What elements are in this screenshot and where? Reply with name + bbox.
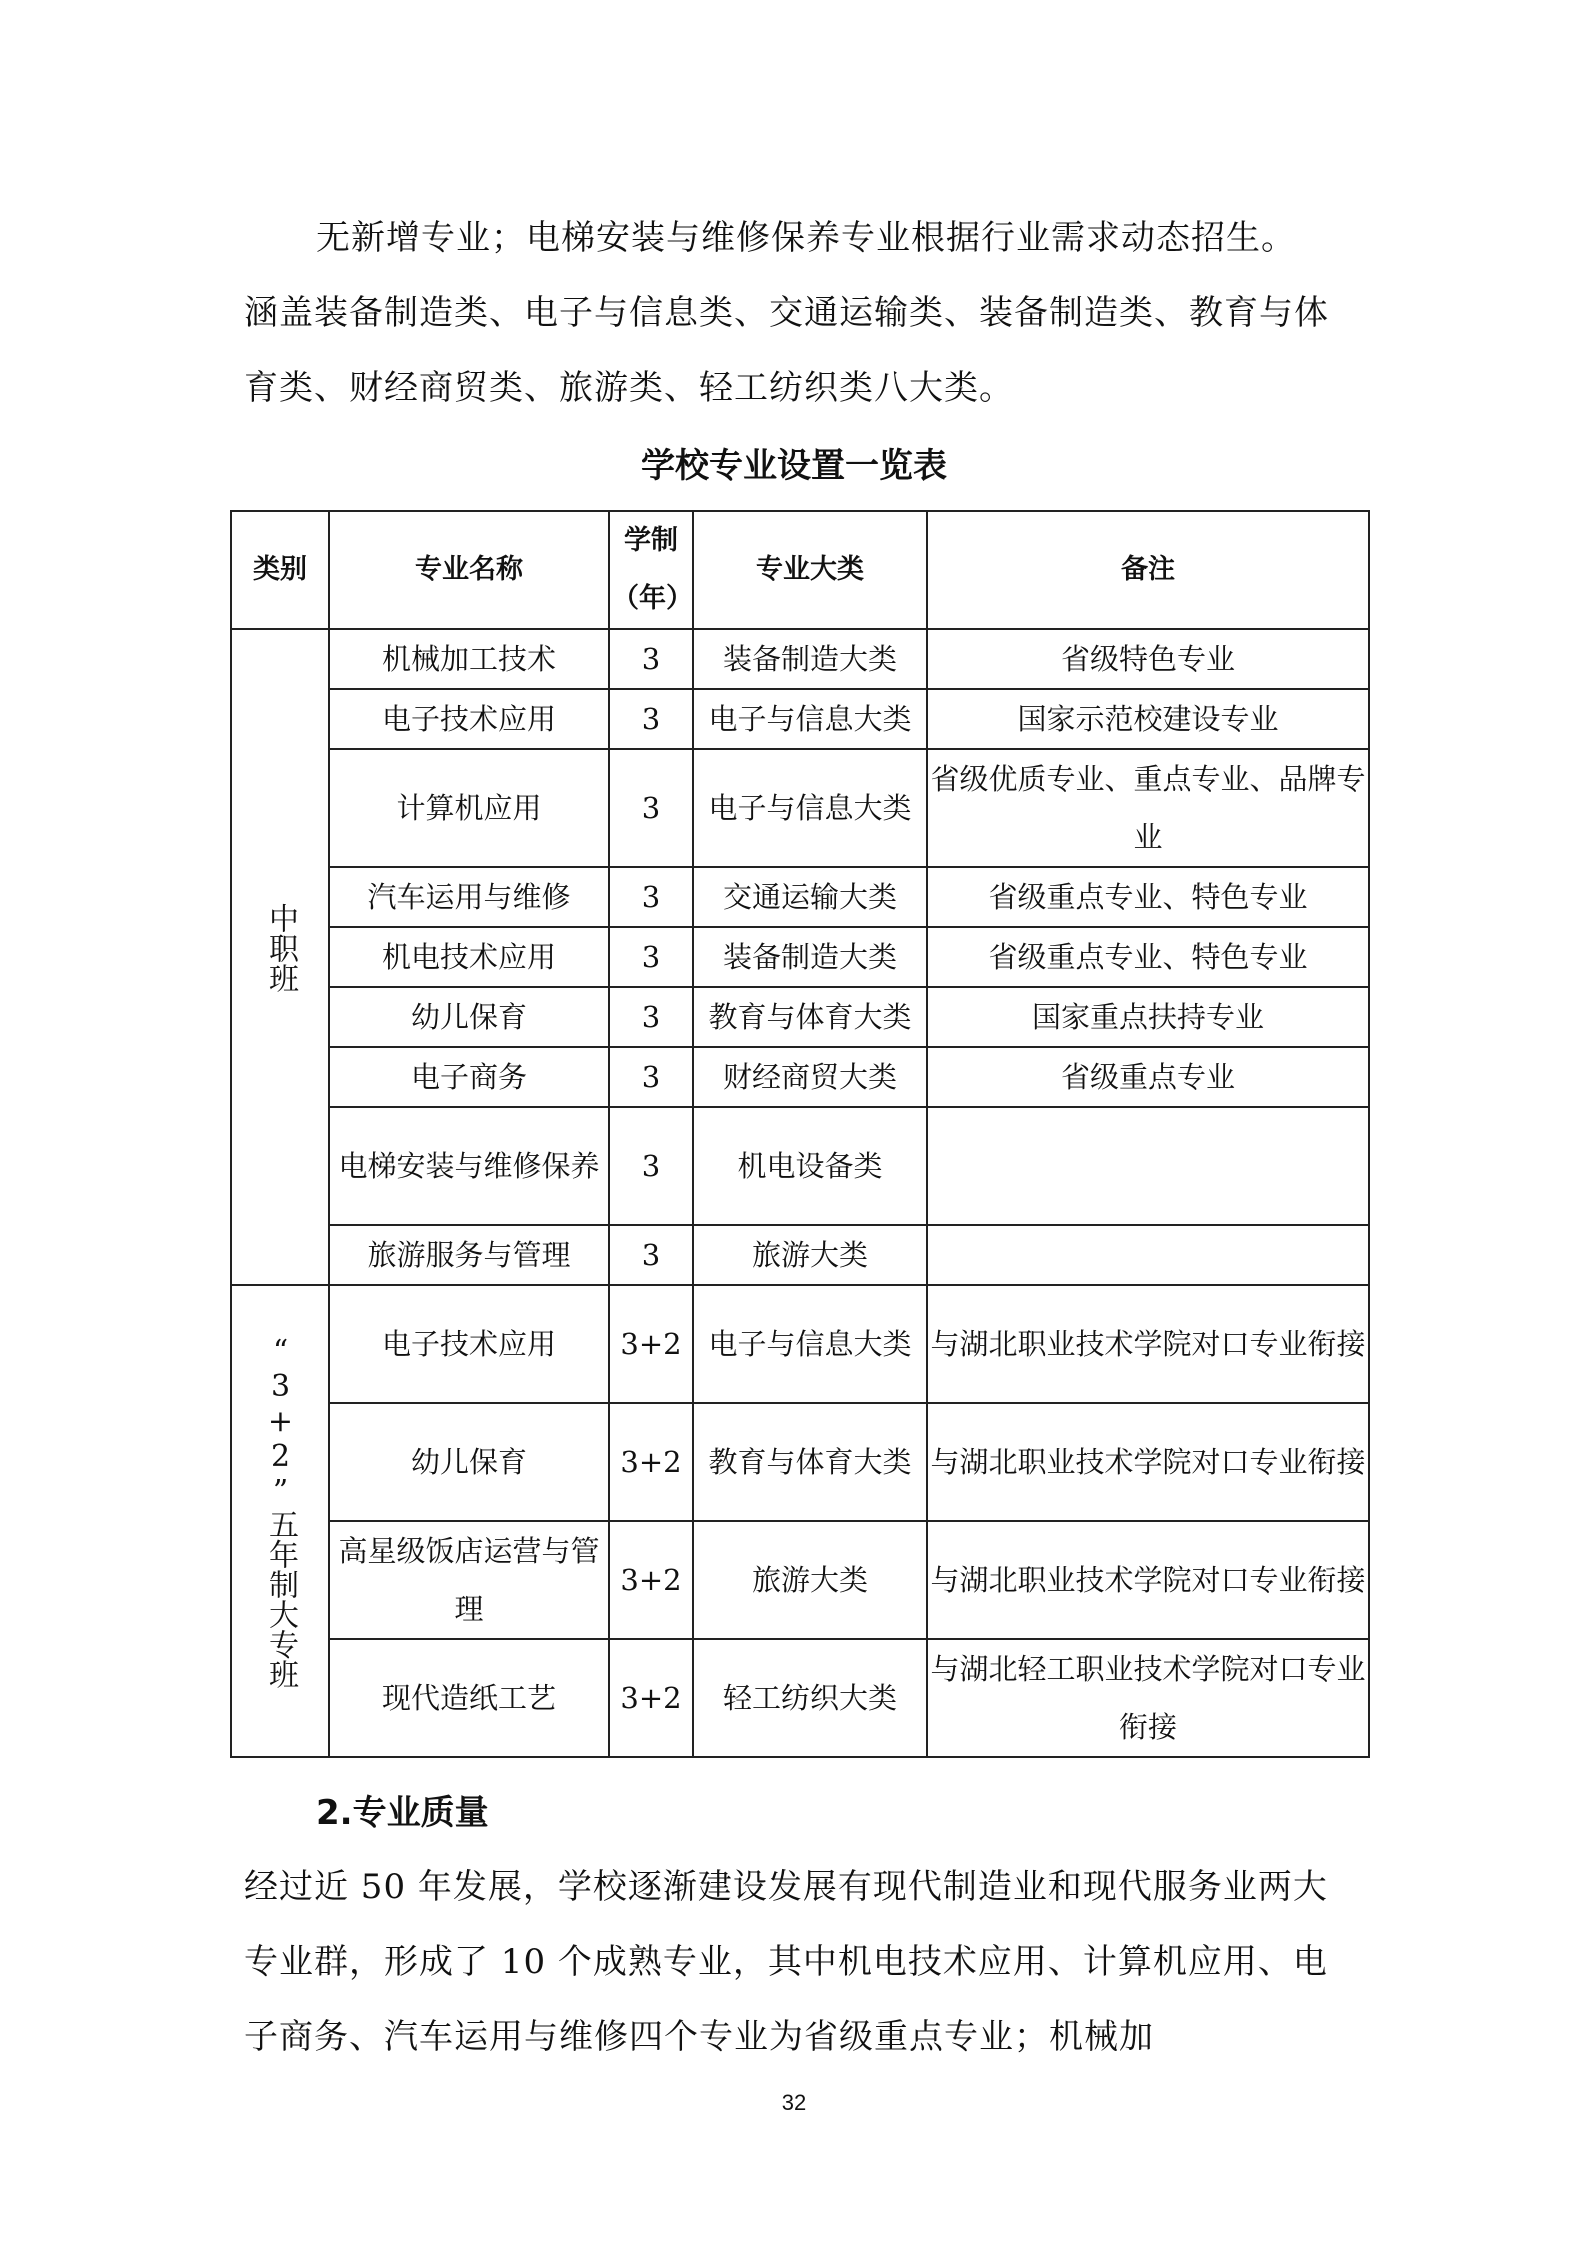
- header-remark: 备注: [927, 511, 1369, 629]
- cell-years: 3+2: [609, 1521, 693, 1639]
- cell-name: 计算机应用: [329, 749, 609, 867]
- cell-years: 3+2: [609, 1403, 693, 1521]
- cell-group: 旅游大类: [693, 1225, 927, 1285]
- cell-years: 3+2: [609, 1285, 693, 1403]
- major-table: [230, 510, 1370, 1758]
- cell-name: 电子技术应用: [329, 689, 609, 749]
- cell-remark: 省级重点专业、特色专业: [927, 927, 1369, 987]
- paragraph-text: 经过近 50 年发展，学校逐渐建设发展有现代制造业和现代服务业两大专业群，形成了 10 个成熟专业，其中机电技术应用、计算机应用、电子商务、汽车运用与维修四个专业为省级重点专业；机械加: [244, 1867, 1328, 2057]
- table-row: [231, 1521, 1369, 1639]
- table-row: [231, 1285, 1369, 1403]
- cell-name: 机械加工技术: [329, 629, 609, 689]
- table-header-row: [231, 511, 1369, 629]
- category-label: 中职班: [263, 902, 298, 993]
- table-row: [231, 927, 1369, 987]
- cell-name: 现代造纸工艺: [329, 1639, 609, 1757]
- cell-name: 机电技术应用: [329, 927, 609, 987]
- cell-group: 机电设备类: [693, 1107, 927, 1225]
- category-label: “3+2”五年制大专班: [263, 1334, 298, 1689]
- cell-years: 3: [609, 1225, 693, 1285]
- category-cell: [231, 629, 329, 1285]
- table-body: [231, 629, 1369, 1757]
- cell-name: 汽车运用与维修: [329, 867, 609, 927]
- table-row: [231, 867, 1369, 927]
- cell-group: 轻工纺织大类: [693, 1639, 927, 1757]
- cell-group: 电子与信息大类: [693, 1285, 927, 1403]
- cell-group: 教育与体育大类: [693, 1403, 927, 1521]
- cell-name: 电子商务: [329, 1047, 609, 1107]
- cell-years: 3: [609, 1107, 693, 1225]
- table-row: [231, 1225, 1369, 1285]
- section-paragraph: [244, 1850, 1360, 2075]
- cell-remark: 与湖北职业技术学院对口专业衔接: [927, 1285, 1369, 1403]
- section-heading: 2.专业质量: [316, 1793, 489, 1833]
- table-title: 学校专业设置一览表: [641, 446, 947, 486]
- cell-years: 3: [609, 867, 693, 927]
- cell-group: 装备制造大类: [693, 927, 927, 987]
- table-row: [231, 749, 1369, 867]
- cell-group: 装备制造大类: [693, 629, 927, 689]
- paragraph-text: 无新增专业；电梯安装与维修保养专业根据行业需求动态招生。: [316, 218, 1296, 258]
- cell-remark: [927, 1225, 1369, 1285]
- table-row: [231, 1403, 1369, 1521]
- cell-remark: 与湖北职业技术学院对口专业衔接: [927, 1521, 1369, 1639]
- intro-paragraph-2: [244, 276, 1360, 426]
- intro-paragraph-1: [244, 201, 1360, 276]
- cell-group: 交通运输大类: [693, 867, 927, 927]
- cell-name: 幼儿保育: [329, 1403, 609, 1521]
- table-row: [231, 1047, 1369, 1107]
- cell-name: 电梯安装与维修保养: [329, 1107, 609, 1225]
- header-name: 专业名称: [329, 511, 609, 629]
- table-row: [231, 987, 1369, 1047]
- cell-remark: 国家重点扶持专业: [927, 987, 1369, 1047]
- cell-years: 3+2: [609, 1639, 693, 1757]
- cell-remark: 与湖北轻工职业技术学院对口专业衔接: [927, 1639, 1369, 1757]
- cell-group: 电子与信息大类: [693, 749, 927, 867]
- cell-remark: 省级重点专业: [927, 1047, 1369, 1107]
- cell-remark: 省级特色专业: [927, 629, 1369, 689]
- cell-years: 3: [609, 629, 693, 689]
- cell-name: 旅游服务与管理: [329, 1225, 609, 1285]
- cell-years: 3: [609, 689, 693, 749]
- cell-remark: [927, 1107, 1369, 1225]
- cell-years: 3: [609, 749, 693, 867]
- table-row: [231, 689, 1369, 749]
- category-cell: [231, 1285, 329, 1757]
- page-number: 32: [781, 2090, 807, 2115]
- header-category: 类别: [231, 511, 329, 629]
- cell-name: 电子技术应用: [329, 1285, 609, 1403]
- cell-remark: 省级优质专业、重点专业、品牌专业: [927, 749, 1369, 867]
- cell-remark: 与湖北职业技术学院对口专业衔接: [927, 1403, 1369, 1521]
- cell-name: 幼儿保育: [329, 987, 609, 1047]
- table-row: [231, 1639, 1369, 1757]
- cell-group: 财经商贸大类: [693, 1047, 927, 1107]
- paragraph-text: 涵盖装备制造类、电子与信息类、交通运输类、装备制造类、教育与体育类、财经商贸类、旅游类、轻工纺织类八大类。: [244, 293, 1329, 408]
- cell-group: 旅游大类: [693, 1521, 927, 1639]
- header-group: 专业大类: [693, 511, 927, 629]
- cell-remark: 国家示范校建设专业: [927, 689, 1369, 749]
- cell-name: 高星级饭店运营与管理: [329, 1521, 609, 1639]
- cell-years: 3: [609, 987, 693, 1047]
- header-years: 学制（年）: [609, 511, 693, 629]
- cell-years: 3: [609, 927, 693, 987]
- cell-years: 3: [609, 1047, 693, 1107]
- table-row: [231, 629, 1369, 689]
- cell-group: 电子与信息大类: [693, 689, 927, 749]
- cell-remark: 省级重点专业、特色专业: [927, 867, 1369, 927]
- table-row: [231, 1107, 1369, 1225]
- cell-group: 教育与体育大类: [693, 987, 927, 1047]
